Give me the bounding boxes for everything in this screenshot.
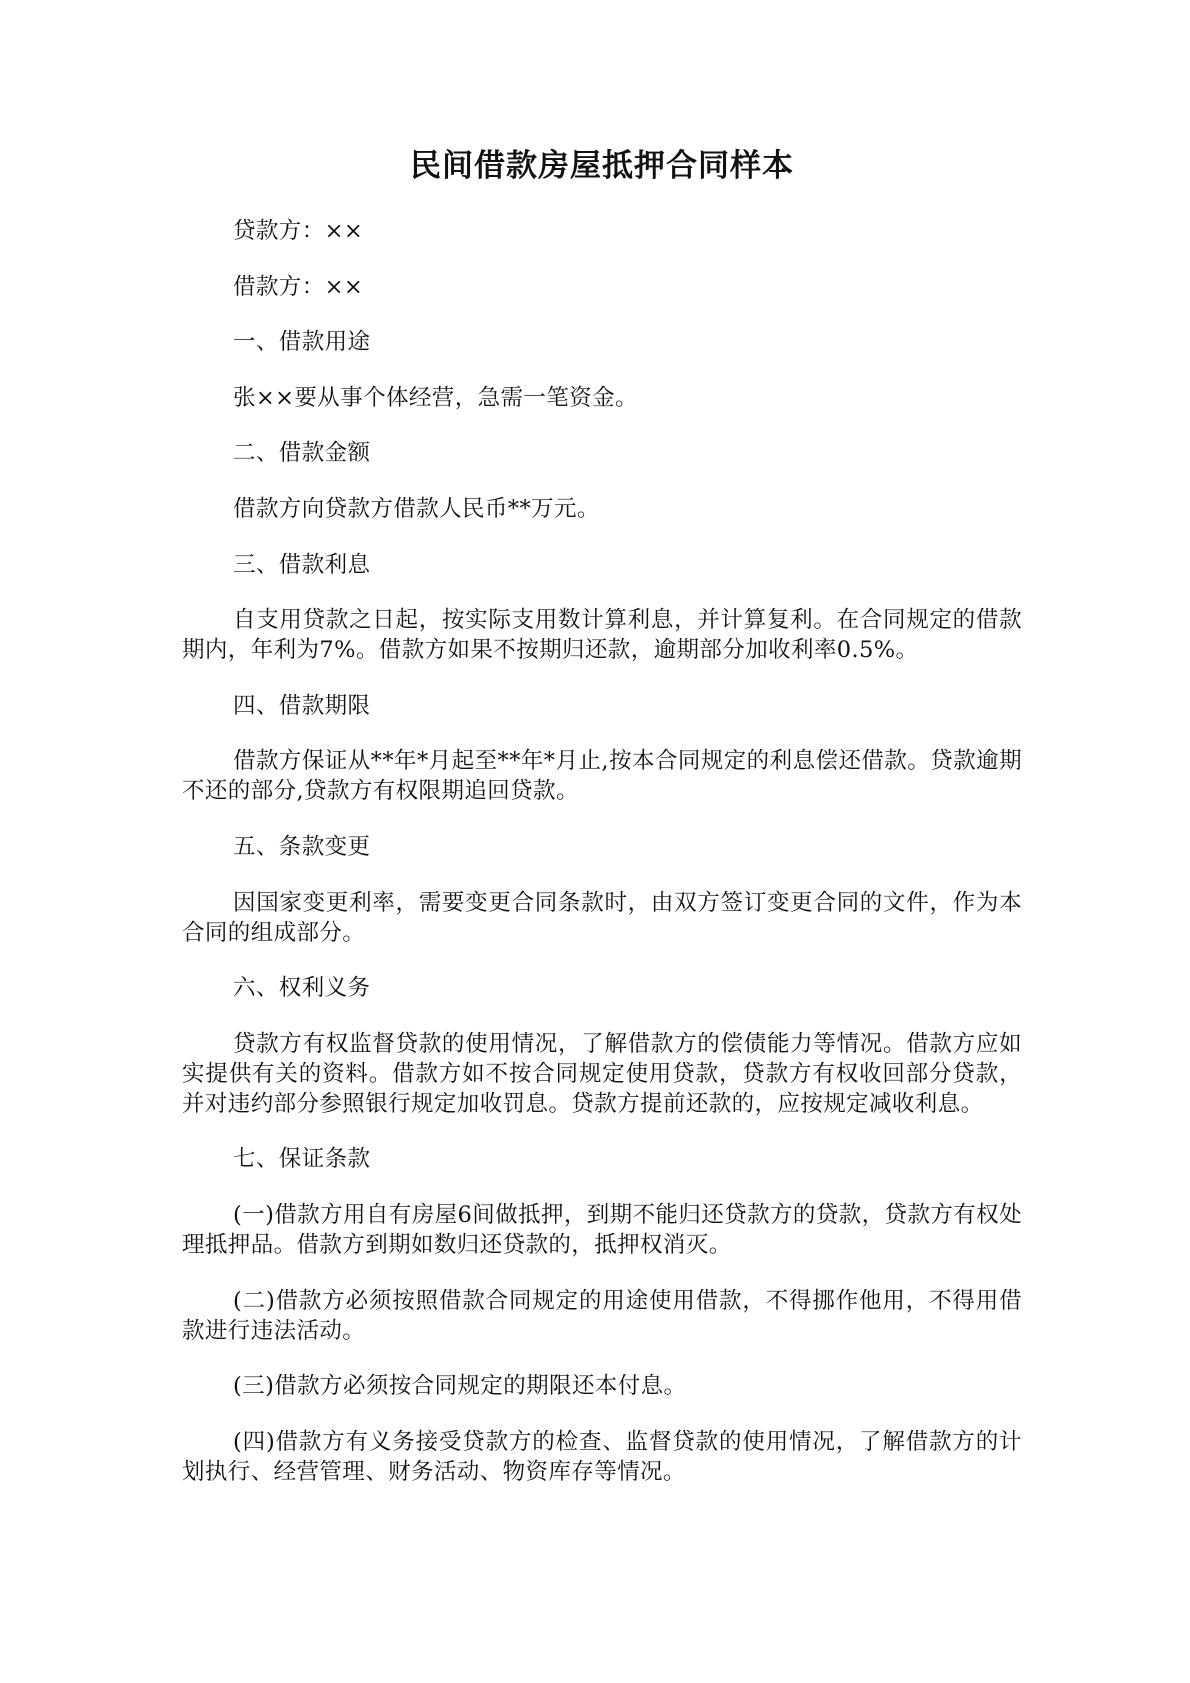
section-body-changes: 因国家变更利率，需要变更合同条款时，由双方签订变更合同的文件，作为本合同的组成部分。 <box>182 889 1022 946</box>
section-heading-interest: 三、借款利息 <box>233 551 371 578</box>
guarantee-clause-3: (三)借款方必须按合同规定的期限还本付息。 <box>233 1373 687 1400</box>
section-heading-term: 四、借款期限 <box>233 692 371 719</box>
guarantee-clause-2: (二)借款方必须按照借款合同规定的用途使用借款，不得挪作他用，不得用借款进行违法活动。 <box>182 1287 1022 1344</box>
section-body-amount: 借款方向贷款方借款人民币**万元。 <box>233 495 600 522</box>
document-title: 民间借款房屋抵押合同样本 <box>410 148 794 184</box>
section-heading-purpose: 一、借款用途 <box>233 329 371 356</box>
section-body-term: 借款方保证从**年*月起至**年*月止,按本合同规定的利息偿还借款。贷款逾期不还的部分,贷款方有权限期追回贷款。 <box>182 748 1022 805</box>
lender-line: 贷款方：×× <box>233 218 364 244</box>
section-heading-guarantee: 七、保证条款 <box>233 1146 371 1173</box>
section-body-purpose: 张××要从事个体经营，急需一笔资金。 <box>233 384 638 411</box>
section-body-interest: 自支用贷款之日起，按实际支用数计算利息，并计算复利。在合同规定的借款期内，年利为7%。借款方如果不按期归还款，逾期部分加收利率0.5%。 <box>182 607 1022 664</box>
guarantee-clause-4: (四)借款方有义务接受贷款方的检查、监督贷款的使用情况，了解借款方的计划执行、经营管理、财务活动、物资库存等情况。 <box>182 1428 1022 1485</box>
section-heading-changes: 五、条款变更 <box>233 833 371 860</box>
section-body-rights: 贷款方有权监督贷款的使用情况，了解借款方的偿债能力等情况。借款方应如实提供有关的资料。借款方如不按合同规定使用贷款，贷款方有权收回部分贷款，并对违约部分参照银行规定加收罚息。贷款方提前还款的，应按规定减收利息。 <box>182 1030 1022 1117</box>
document-body <box>182 140 1022 1512</box>
section-heading-rights: 六、权利义务 <box>233 975 371 1002</box>
guarantee-clause-1: (一)借款方用自有房屋6间做抵押，到期不能归还贷款方的贷款，贷款方有权处理抵押品。借款方到期如数归还贷款的，抵押权消灭。 <box>182 1201 1022 1258</box>
borrower-line: 借款方：×× <box>233 273 364 300</box>
section-heading-amount: 二、借款金额 <box>233 440 371 467</box>
